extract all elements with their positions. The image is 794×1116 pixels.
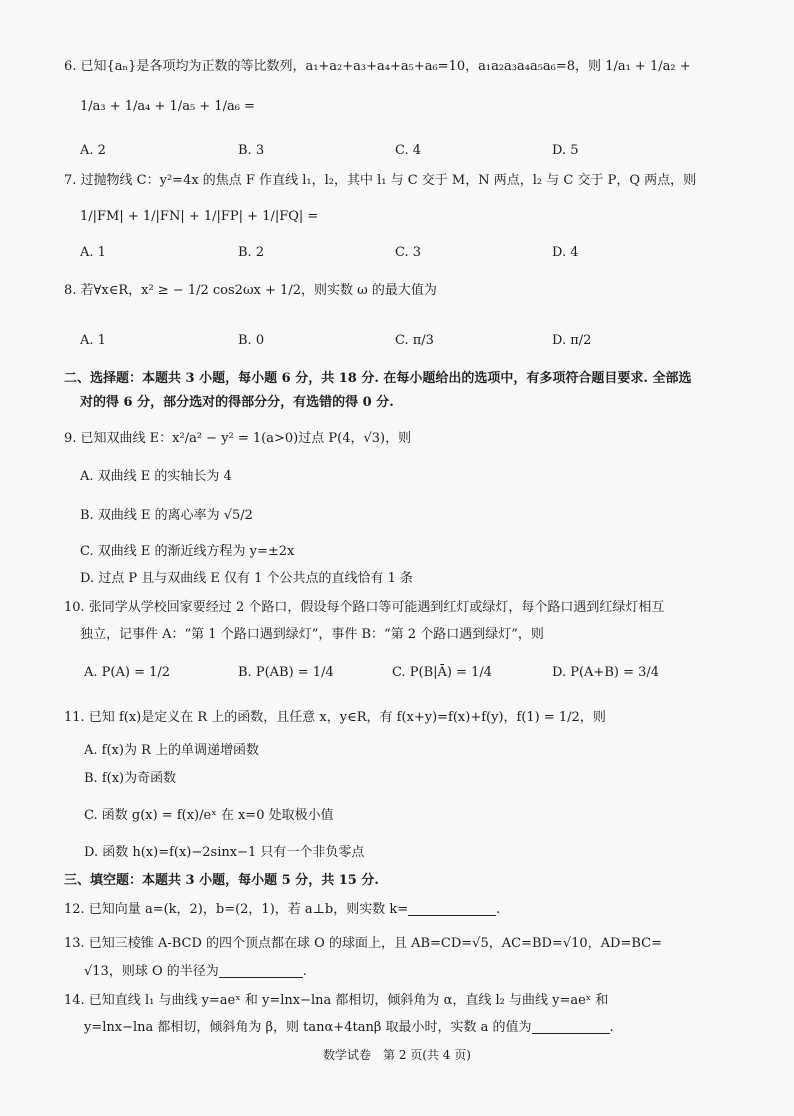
q13-stem-line2 [84, 965, 307, 978]
q9-option-c: C. 双曲线 E 的渐近线方程为 y=±2x [80, 544, 295, 559]
q6-option-d: D. 5 [552, 143, 579, 158]
q9-stem: 9. 已知双曲线 E：x²/a² − y² = 1(a>0)过点 P(4，√3)，则 [64, 431, 412, 446]
q11-stem: 11. 已知 f(x)是定义在 R 上的函数，且任意 x，y∈R，有 f(x+y)=f(x)+f(y)，f(1) = 1/2，则 [64, 710, 606, 725]
q7-option-b: B. 2 [238, 245, 265, 260]
q6-stem-line2: 1/a₃ + 1/a₄ + 1/a₅ + 1/a₆ = [80, 99, 255, 114]
section2-heading: 二、选择题：本题共 3 小题，每小题 6 分，共 18 分. 在每小题给出的选项中，有多项符合题目要求. 全部选 [64, 371, 692, 386]
q12-answer-blank[interactable] [408, 903, 496, 916]
q13-text: √13，则球 O 的半径为 [84, 964, 219, 979]
q10-stem-line1: 10. 张同学从学校回家要经过 2 个路口，假设每个路口等可能遇到红灯或绿灯，每个路口遇到红绿灯相互 [64, 600, 665, 615]
q11-option-a: A. f(x)为 R 上的单调递增函数 [84, 743, 259, 758]
q9-option-a: A. 双曲线 E 的实轴长为 4 [80, 469, 232, 484]
q10-option-a: A. P(A) = 1/2 [84, 665, 171, 680]
q8-option-a: A. 1 [80, 333, 106, 348]
q14-stem-line1: 14. 已知直线 l₁ 与曲线 y=aeˣ 和 y=lnx−lna 都相切，倾斜角为 α，直线 l₂ 与曲线 y=aeˣ 和 [64, 993, 609, 1008]
q7-option-d: D. 4 [552, 245, 579, 260]
q11-option-b: B. f(x)为奇函数 [84, 771, 177, 786]
q7-stem-line1: 7. 过抛物线 C：y²=4x 的焦点 F 作直线 l₁，l₂，其中 l₁ 与 C 交于 M，N 两点，l₂ 与 C 交于 P，Q 两点，则 [64, 173, 697, 188]
q11-option-d: D. 函数 h(x)=f(x)−2sinx−1 只有一个非负零点 [84, 845, 365, 860]
q7-option-a: A. 1 [80, 245, 106, 260]
q14-text: y=lnx−lna 都相切，倾斜角为 β，则 tanα+4tanβ 取最小时，实数 a 的值为 [84, 1020, 532, 1035]
q7-stem-line2: 1/|FM| + 1/|FN| + 1/|FP| + 1/|FQ| = [80, 209, 319, 224]
q9-option-d: D. 过点 P 且与双曲线 E 仅有 1 个公共点的直线恰有 1 条 [80, 571, 414, 586]
q8-option-b: B. 0 [238, 333, 265, 348]
q6-option-c: C. 4 [395, 143, 422, 158]
q7-option-c: C. 3 [395, 245, 422, 260]
q12-stem [64, 903, 500, 916]
q6-option-b: B. 3 [238, 143, 265, 158]
q6-stem-line1: 6. 已知{aₙ}是各项均为正数的等比数列，a₁+a₂+a₃+a₄+a₅+a₆=10，a₁a₂a₃a₄a₅a₆=8，则 1/a₁ + 1/a₂ + [64, 59, 691, 74]
section3-heading: 三、填空题：本题共 3 小题，每小题 5 分，共 15 分. [64, 873, 379, 888]
q12-end: . [496, 902, 501, 917]
q10-stem-line2: 独立，记事件 A：“第 1 个路口遇到绿灯”，事件 B：“第 2 个路口遇到绿灯”，则 [80, 627, 544, 642]
q12-text: 12. 已知向量 a=(k，2)，b=(2，1)，若 a⊥b，则实数 k= [64, 902, 409, 917]
q13-answer-blank[interactable] [219, 965, 303, 978]
page-footer: 数学试卷 第 2 页(共 4 页) [323, 1048, 471, 1062]
q10-option-d: D. P(A+B) = 3/4 [552, 665, 660, 680]
q11-option-c: C. 函数 g(x) = f(x)/eˣ 在 x=0 处取极小值 [84, 808, 334, 823]
q8-option-c: C. π/3 [395, 333, 434, 348]
q8-option-d: D. π/2 [552, 333, 592, 348]
q14-answer-blank[interactable] [532, 1021, 610, 1034]
q13-end: . [302, 964, 307, 979]
q8-stem: 8. 若∀x∈R，x² ≥ − 1/2 cos2ωx + 1/2，则实数 ω 的最大值为 [64, 283, 437, 298]
q10-option-b: B. P(AB) = 1/4 [238, 665, 334, 680]
q14-stem-line2 [84, 1021, 614, 1034]
q14-end: . [609, 1020, 614, 1035]
section2-heading-cont: 对的得 6 分，部分选对的得部分分，有选错的得 0 分. [80, 395, 394, 410]
q13-stem-line1: 13. 已知三棱锥 A-BCD 的四个顶点都在球 O 的球面上，且 AB=CD=√5，AC=BD=√10，AD=BC= [64, 936, 662, 951]
q9-option-b: B. 双曲线 E 的离心率为 √5/2 [80, 508, 253, 523]
q10-option-c: C. P(B|Ā) = 1/4 [392, 665, 493, 680]
q6-option-a: A. 2 [80, 143, 106, 158]
